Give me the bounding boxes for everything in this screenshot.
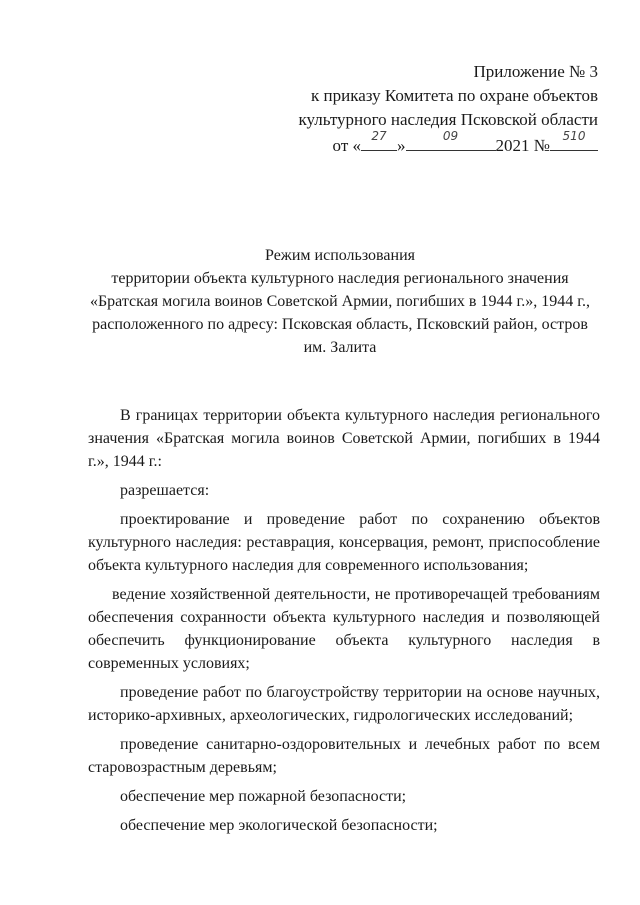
list-item: ведение хозяйственной деятельности, не противоречащей требованиям обеспечения сохранности объекта культурного наследия и позволяющей обеспечить функционирование объекта культурного наследия в современных условиях; [88, 586, 600, 672]
title-line-5: им. Залита [303, 339, 377, 356]
order-reference: к приказу Комитета по охране объектов [311, 86, 598, 105]
doc-number-blank [550, 129, 598, 151]
intro-paragraph: В границах территории объекта культурного наследия регионального значения «Братская могила воинов Советской Армии, погибших в 1944 г.», 1944 г.: [88, 407, 600, 470]
date-mid: » [397, 136, 406, 155]
list-item: обеспечение мер экологической безопасности; [120, 817, 438, 834]
date-prefix: от « [332, 136, 362, 155]
title-line-1: Режим использования [265, 247, 415, 264]
title-line-3: «Братская могила воинов Советской Армии, погибших в 1944 г.», 1944 г., [89, 293, 590, 310]
document-title [80, 244, 600, 359]
list-item: обеспечение мер пожарной безопасности; [120, 788, 407, 805]
list-item: проектирование и проведение работ по сохранению объектов культурного наследия: реставрация, консервация, ремонт, приспособление объекта культурного наследия для современного использования; [88, 511, 600, 574]
order-date-line [298, 129, 598, 158]
committee-name: культурного наследия Псковской области [298, 110, 598, 129]
date-month-blank [406, 129, 496, 151]
title-line-4: расположенного по адресу: Псковская область, Псковский район, остров [92, 316, 588, 333]
doc-number-handwritten: 510 [562, 129, 586, 143]
date-day-handwritten: 27 [371, 129, 387, 143]
document-body [88, 404, 600, 843]
date-year-number-label: 2021 № [495, 136, 550, 155]
title-line-2: территории объекта культурного наследия регионального значения [111, 270, 569, 287]
date-month-handwritten: 09 [442, 129, 459, 143]
allowed-heading: разрешается: [120, 482, 210, 499]
list-item: проведение санитарно-оздоровительных и лечебных работ по всем старовозрастным деревьям; [88, 736, 600, 776]
appendix-number: Приложение № 3 [473, 62, 598, 81]
appendix-header [298, 60, 598, 158]
list-item: проведение работ по благоустройству территории на основе научных, историко-архивных, археологических, гидрологических исследований; [88, 684, 600, 724]
date-day-blank [361, 129, 397, 151]
